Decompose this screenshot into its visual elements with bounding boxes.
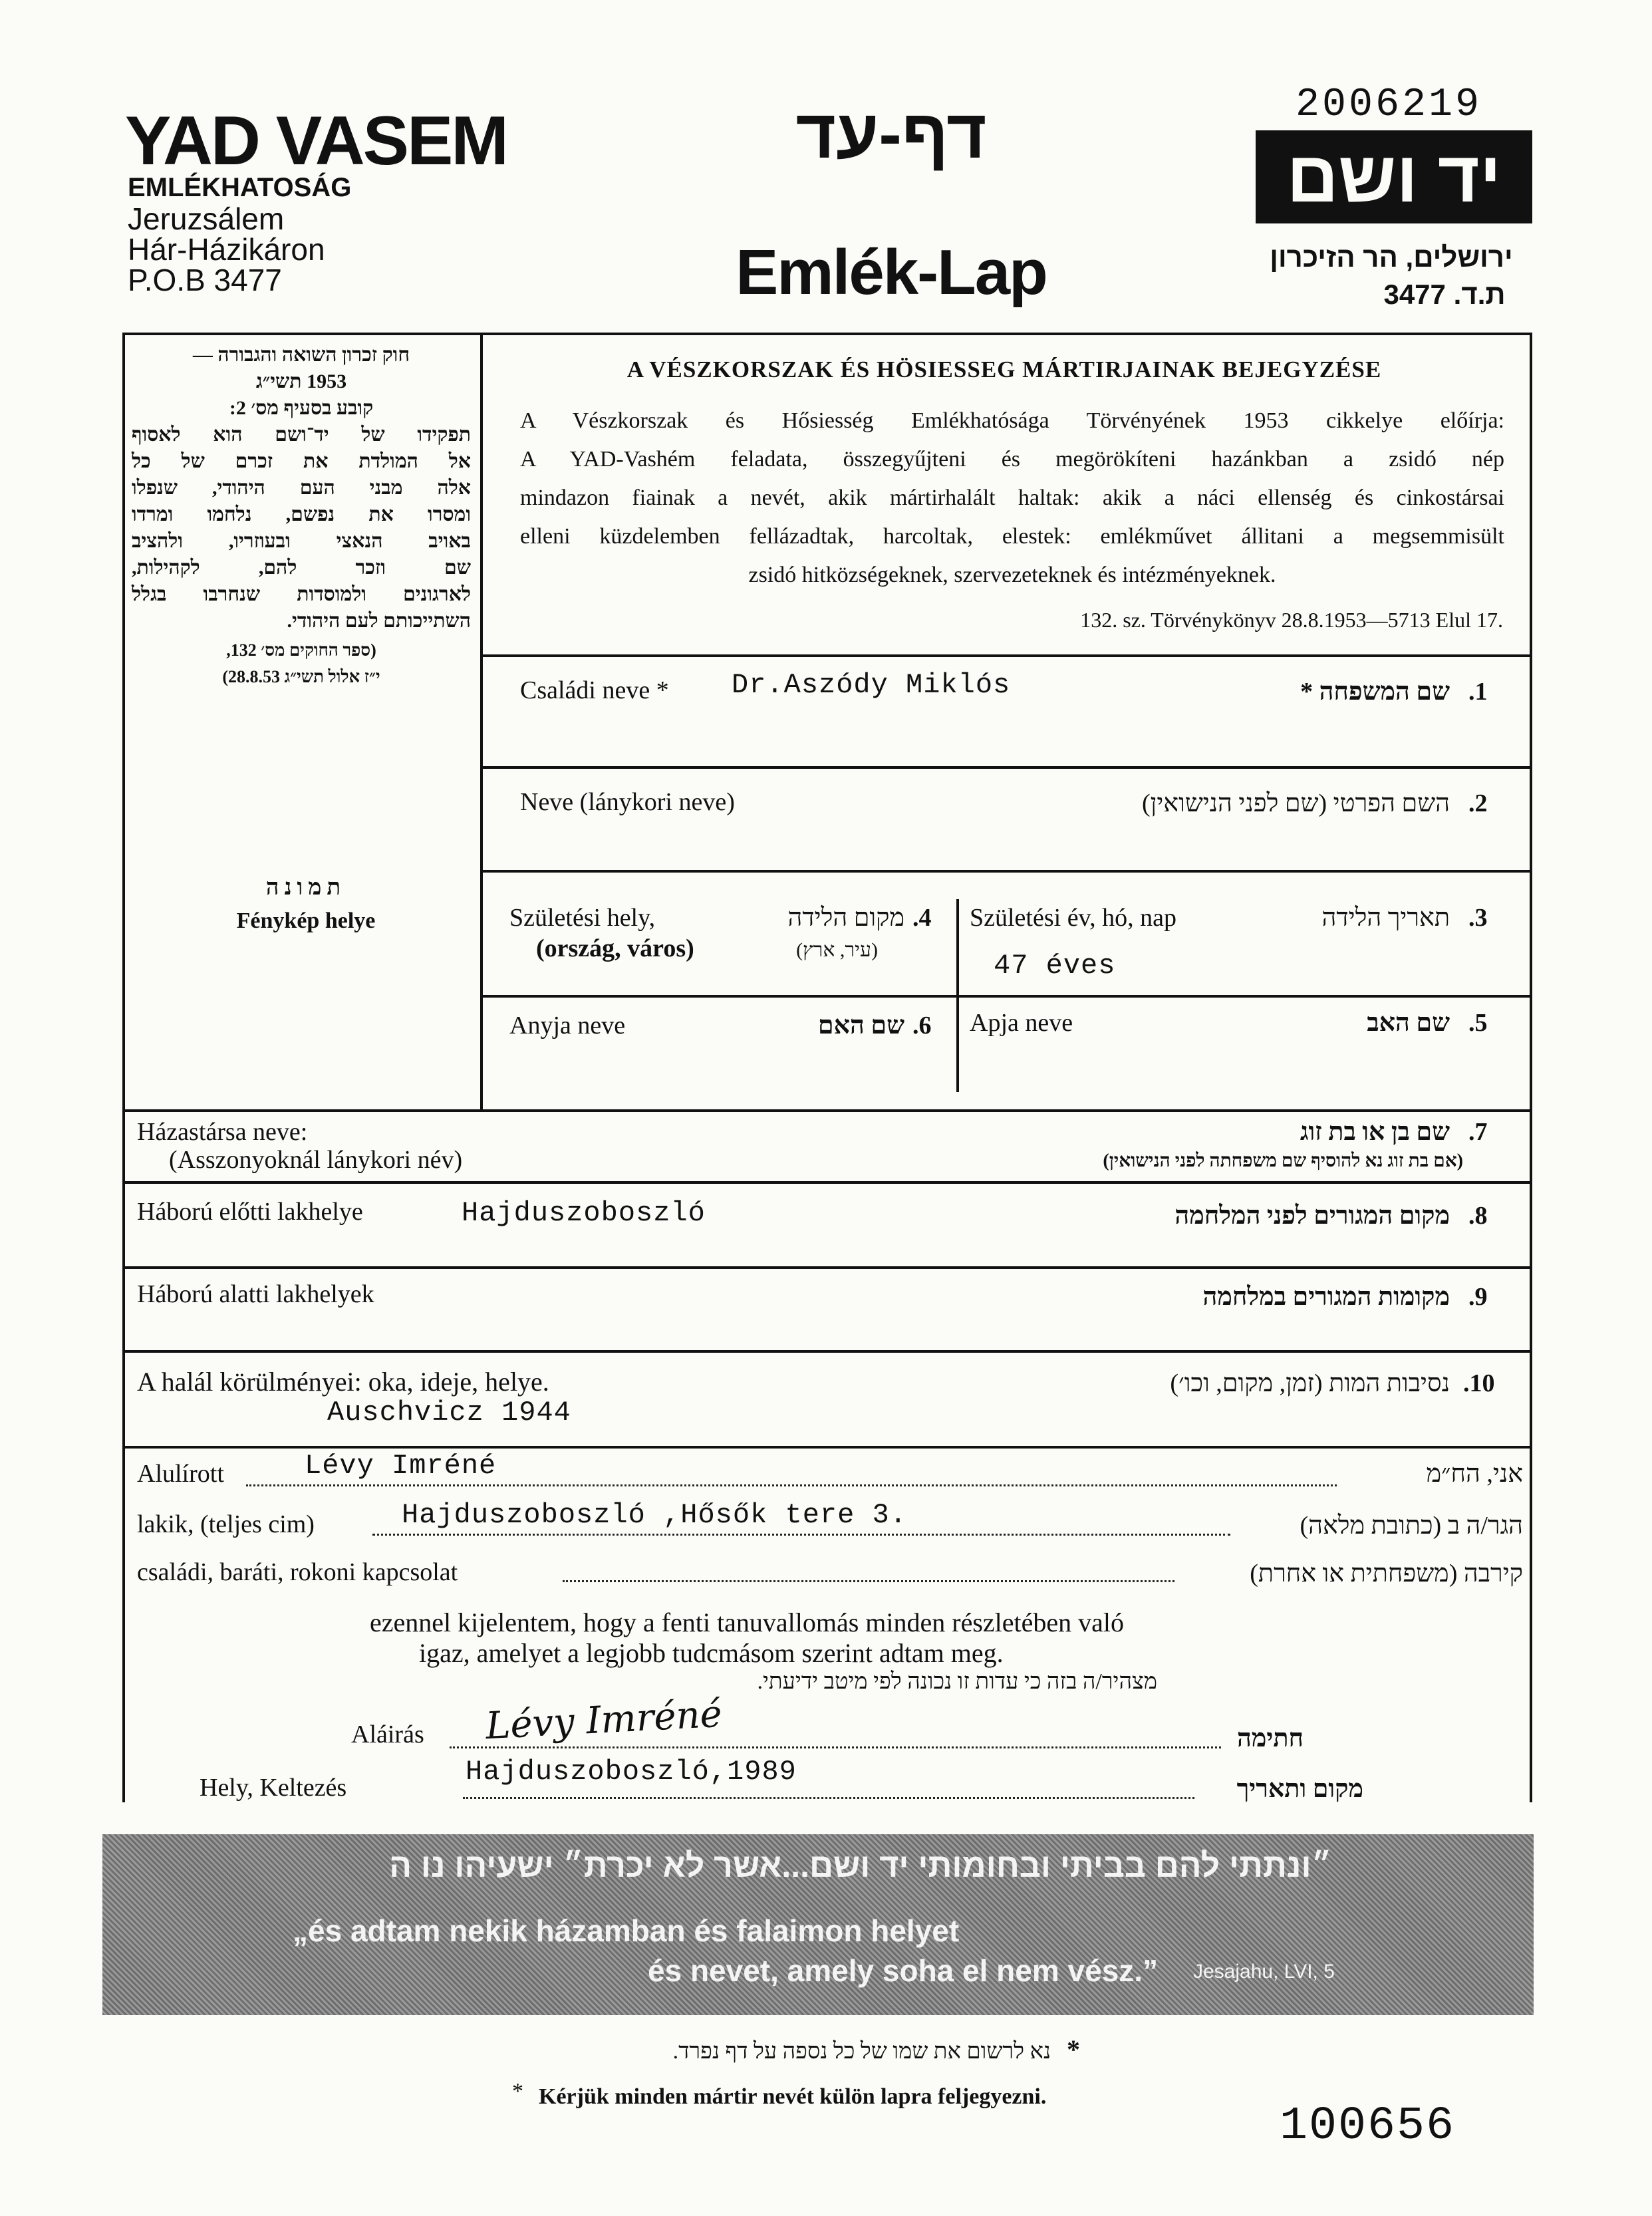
field1-hebrew-label: שם המשפחה * — [1300, 678, 1450, 706]
yad-vashem-logo: יד ושם — [1256, 130, 1532, 223]
undersigned-value[interactable]: Lévy Imréné — [305, 1450, 497, 1482]
row2-bottom-line — [480, 870, 1532, 873]
intro-line: A Vészkorszak és Hősiesség Emlékhatósága Törvényének 1953 cikkelye előírja: — [520, 408, 1504, 433]
field5-hebrew-label: שם האב — [1367, 1009, 1450, 1037]
address-label: lakik, (teljes cim) — [137, 1510, 315, 1538]
intro-line: A YAD-Vashém feladata, összegyűjteni és megörökíteni hazánkban a zsidó nép — [520, 447, 1504, 472]
frame-left-line — [122, 333, 125, 1802]
field10-hebrew-label: נסיבות המות (זמן, מקום, וכו׳) — [1170, 1369, 1450, 1397]
field3-number: .3 — [1468, 904, 1488, 932]
frame-right-line — [1530, 333, 1532, 1802]
row4-bottom-line — [122, 1109, 1532, 1112]
field4-hebrew-label: מקום הלידה — [787, 904, 904, 932]
law-line: חוק זכרון השואה והגבורה — — [192, 344, 410, 366]
prewar-residence-value[interactable]: Hajduszoboszló — [462, 1197, 706, 1229]
row8-bottom-line — [122, 1266, 1532, 1269]
field6-label: Anyja neve — [509, 1012, 626, 1039]
undersigned-line — [246, 1484, 1337, 1486]
field7-label: Házastársa neve: — [137, 1118, 308, 1146]
banner-quote-line1: „és adtam nekik házamban és falaimon helyet — [293, 1913, 960, 1948]
place-date-hebrew-label: מקום ותאריך — [1236, 1775, 1363, 1803]
row1-bottom-line — [480, 766, 1532, 769]
field9-number: .9 — [1468, 1283, 1488, 1311]
intro-text — [520, 402, 1504, 595]
declaration-statement: igaz, amelyet a legjobb tudcmásom szerint adtam meg. — [419, 1638, 1004, 1668]
law-line: אל המולדת את זכרם של כל — [132, 450, 471, 472]
photo-placeholder-label: Fénykép helye — [236, 908, 376, 933]
frame-top-line — [122, 333, 1532, 335]
banner-hebrew-quote: ״ונתתי להם בביתי ובחומותי יד ושם...אשר לא יכרת״ ישעיהו נו ה — [389, 1847, 1332, 1884]
quote-banner — [102, 1834, 1534, 2015]
row7-bottom-line — [122, 1181, 1532, 1184]
signature-hebrew-label: חתימה — [1236, 1725, 1304, 1752]
intro-line: zsidó hitközségeknek, szervezeteknek és intézményeknek. — [748, 563, 1276, 587]
place-date-line — [463, 1797, 1194, 1799]
field2-label: Neve (lánykori neve) — [520, 788, 735, 816]
law-reference: (ספר החוקים מס׳ 132, — [226, 640, 376, 660]
law-box-divider — [480, 333, 483, 1111]
signature-label: Aláirás — [351, 1721, 424, 1748]
photo-label-hebrew: תמונה — [265, 875, 346, 900]
field7-hebrew-label: שם בן או בת זוג — [1300, 1118, 1450, 1146]
law-text-block — [132, 342, 471, 690]
law-reference: י״ז אלול תשי״ג 28.8.53) — [222, 667, 380, 686]
death-circumstances-value[interactable]: Auschvicz 1944 — [327, 1397, 571, 1429]
hebrew-pob: ת.ד. 3477 — [1383, 279, 1506, 310]
field1-label: Családi neve * — [520, 676, 669, 704]
place-date-label: Hely, Keltezés — [200, 1774, 347, 1802]
field1-number: .1 — [1468, 678, 1488, 706]
field6-number: .6 — [912, 1012, 932, 1039]
declaration-statement-hebrew: מצהיר/ה בזה כי עדות זו נכונה לפי מיטב ידיעתי. — [757, 1669, 1157, 1694]
org-name: YAD VASEM — [125, 102, 507, 180]
row10-bottom-line — [122, 1446, 1532, 1449]
field2-number: .2 — [1468, 789, 1488, 817]
field4-label: Születési hely, — [509, 904, 656, 932]
intro-citation: 132. sz. Törvénykönyv 28.8.1953—5713 Elul 17. — [1080, 608, 1503, 632]
field3-label: Születési év, hó, nap — [970, 904, 1176, 932]
field5-number: .5 — [1468, 1009, 1488, 1037]
law-line: שם וזכר להם, לקהילות, — [132, 557, 471, 579]
signature[interactable]: Lévy Imréné — [484, 1692, 724, 1748]
org-address-area: Hár-Házikáron — [128, 232, 325, 267]
address-hebrew-label: הגר/ה ב (כתובת מלאה) — [1300, 1512, 1523, 1540]
law-line: אלה מבני העם היהודי, שנפלו — [132, 477, 471, 499]
banner-quote-line2: és nevet, amely soha el nem vész.” — [648, 1953, 1159, 1988]
law-line: קובע בסעיף מס׳ 2: — [229, 397, 374, 419]
banner-quote-reference: Jesajahu, LVI, 5 — [1193, 1961, 1335, 1983]
undersigned-label: Alulírott — [137, 1460, 224, 1488]
relation-hebrew-label: קירבה (משפחתית או אחרת) — [1250, 1560, 1523, 1588]
undersigned-hebrew-label: אני, הח״מ — [1426, 1460, 1523, 1488]
field7-number: .7 — [1468, 1118, 1488, 1146]
signature-line — [450, 1746, 1221, 1748]
place-date-value[interactable]: Hajduszoboszló,1989 — [466, 1756, 797, 1788]
address-line — [372, 1534, 1230, 1536]
stamp-number: 100656 — [1280, 2100, 1456, 2153]
field8-label: Háború előtti lakhelye — [137, 1198, 363, 1226]
org-subtitle: EMLÉKHATOSÁG — [128, 173, 352, 202]
field4-sublabel: (ország, város) — [536, 934, 694, 962]
form-title: Emlék-Lap — [736, 237, 1047, 308]
address-value[interactable]: Hajduszoboszló ,Hősők tere 3. — [402, 1499, 907, 1531]
row3-bottom-line — [480, 995, 1532, 998]
intro-bottom-line — [480, 654, 1532, 657]
field7-hebrew-sublabel: (אם בת זוג נא להוסיף שם משפחתה לפני הנישואין) — [1103, 1151, 1463, 1171]
field9-label: Háború alatti lakhelyek — [137, 1280, 374, 1308]
relation-line — [563, 1580, 1174, 1582]
field5-label: Apja neve — [970, 1009, 1073, 1037]
title-hebrew: דף-עד — [795, 96, 987, 173]
law-line: ומסרו את נפשם, נלחמו ומרדו — [132, 503, 471, 525]
declaration-statement: ezennel kijelentem, hogy a fenti tanuvallomás minden részletében való — [370, 1607, 1125, 1637]
law-line: באויב הנאצי ובעוזריו, ולהציב — [132, 530, 471, 552]
relation-label: családi, baráti, rokoni kapcsolat — [137, 1558, 458, 1586]
family-name-value[interactable]: Dr.Aszódy Miklós — [732, 669, 1011, 701]
document-number: 2006219 — [1296, 82, 1482, 128]
field4-number: .4 — [912, 904, 932, 932]
field3-hebrew-label: תאריך הלידה — [1321, 904, 1450, 932]
field9-hebrew-label: מקומות המגורים במלחמה — [1202, 1283, 1450, 1311]
footer-star: * — [1067, 2034, 1080, 2064]
field8-number: .8 — [1468, 1202, 1488, 1230]
law-line: 1953 תשי״ג — [255, 370, 347, 392]
field4-hebrew-sublabel: (עיר, ארץ) — [796, 939, 878, 961]
footer-star: * — [512, 2079, 523, 2104]
org-address-city: Jeruzsálem — [128, 202, 285, 236]
law-line: לארגונים ולמוסדות שנחרבו בגלל — [132, 583, 471, 605]
intro-heading: A VÉSZKORSZAK ÉS HÖSIESSEG MÁRTIRJAINAK BEJEGYZÉSE — [626, 356, 1382, 382]
field10-number: .10 — [1463, 1369, 1495, 1397]
intro-line: elleni küzdelemben fellázadtak, harcoltak, elestek: emlékművet állitani a megsemmisült — [520, 524, 1504, 549]
row9-bottom-line — [122, 1350, 1532, 1353]
law-line: השתייכותם לעם היהודי. — [287, 610, 471, 632]
org-address-pob: P.O.B 3477 — [128, 263, 282, 297]
field10-label: A halál körülményei: oka, ideje, helye. — [137, 1367, 549, 1397]
intro-line: mindazon fiainak a nevét, akik mártirhalált haltak: akik a náci ellenség és cinkostársai — [520, 485, 1504, 510]
field7-sublabel: (Asszonyoknál lánykori név) — [169, 1146, 463, 1174]
birth-date-value[interactable]: 47 éves — [994, 950, 1116, 982]
law-line: תפקידו של יד־ושם הוא לאסוף — [132, 424, 471, 446]
field8-hebrew-label: מקום המגורים לפני המלחמה — [1174, 1202, 1450, 1230]
field6-hebrew-label: שם האם — [817, 1012, 904, 1039]
footer-note: Kérjük minden mártir nevét külön lapra feljegyezni. — [539, 2084, 1047, 2109]
footer-note-hebrew: נא לרשום את שמו של כל נספה על דף נפרד. — [672, 2039, 1051, 2064]
field2-hebrew-label: השם הפרטי (שם לפני הנישואין) — [1141, 789, 1450, 817]
hebrew-address: ירושלים, הר הזיכרון — [1270, 241, 1513, 273]
